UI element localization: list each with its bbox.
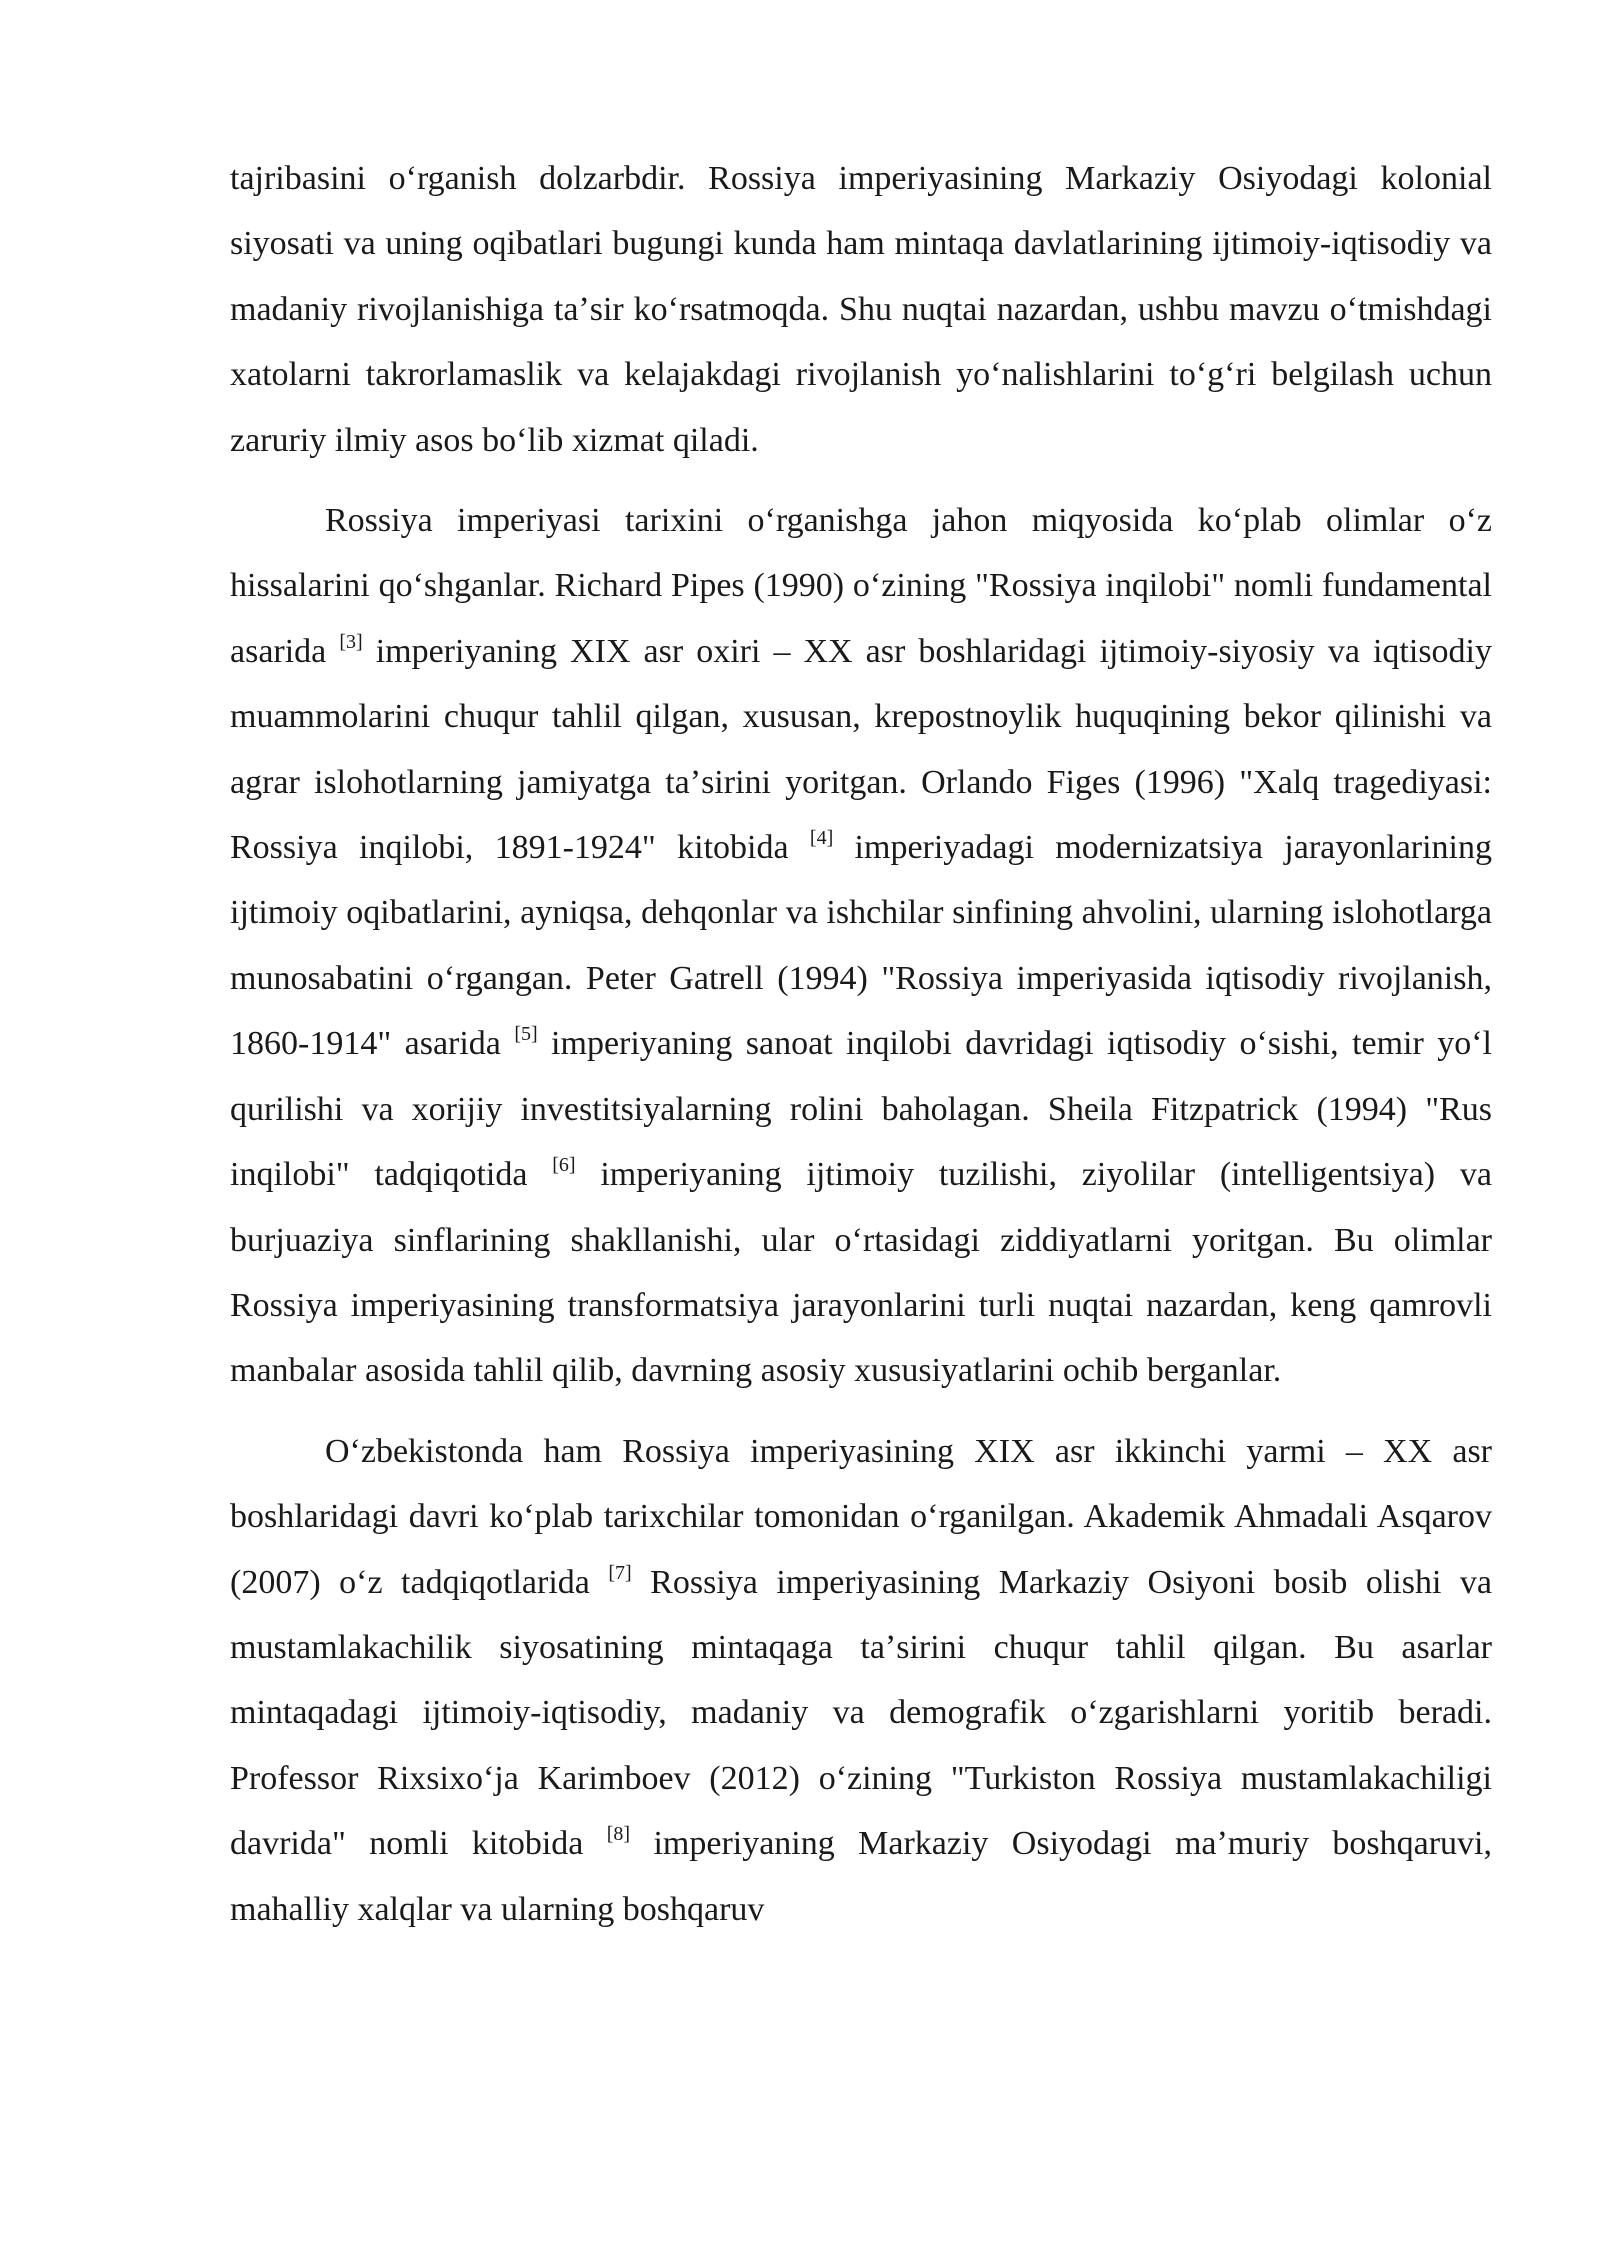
document-body [230,146,1492,1942]
paragraph-text: imperiyadagi modernizatsiya jarayonlarining ijtimoiy oqibatlarini, ayniqsa, dehqonlar va ishchilar sinfining ahvolini, ularning islohotlarga munosabatini oʻrgangan. Peter Gatrell (1994) "Rossiya imperiyasida iqtisodiy rivojlanish, 1860-1914" asarida [230,829,1492,1063]
paragraph [230,146,1492,473]
citation-reference: [6] [552,1154,576,1177]
paragraph [230,488,1492,1404]
paragraph-text: Rossiya imperiyasining Markaziy Osiyoni bosib olishi va mustamlakachilik siyosatining mintaqaga taʼsirini chuqur tahlil qilgan. Bu asarlar mintaqadagi ijtimoiy-iqtisodiy, madaniy va demografik oʻzgarishlarni yoritib beradi. Professor Rixsixoʻja Karimboev (2012) oʻzining "Turkiston Rossiya mustamlakachiligi davrida" nomli kitobida [230,1563,1492,1863]
paragraph-text: tajribasini oʻrganish dolzarbdir. Rossiya imperiyasining Markaziy Osiyodagi kolonial siyosati va uning oqibatlari bugungi kunda ham mintaqa davlatlarining ijtimoiy-iqtisodiy va madaniy rivojlanishiga taʼsir koʻrsatmoqda. Shu nuqtai nazardan, ushbu mavzu oʻtmishdagi xatolarni takrorlamaslik va kelajakdagi rivojlanish yoʻnalishlarini toʻgʻri belgilash uchun zaruriy ilmiy asos boʻlib xizmat qiladi. [230,160,1492,459]
paragraph-text: Oʻzbekistonda ham Rossiya imperiyasining XIX asr ikkinchi yarmi – XX asr boshlaridagi davri koʻplab tarixchilar tomonidan oʻrganilgan. Akademik Ahmadali Asqarov (2007) oʻz tadqiqotlarida [230,1432,1492,1601]
citation-reference: [7] [608,1561,632,1584]
paragraph-text: Rossiya imperiyasi tarixini oʻrganishga jahon miqyosida koʻplab olimlar oʻz hissalarini qoʻshganlar. Richard Pipes (1990) oʻzining "Rossiya inqilobi" nomli fundamental asarida [230,502,1492,670]
paragraph [230,1419,1492,1942]
paragraph-text: imperiyaning sanoat inqilobi davridagi iqtisodiy oʻsishi, temir yoʻl qurilishi va xorijiy investitsiyalarning rolini baholagan. Sheila Fitzpatrick (1994) "Rus inqilobi" tadqiqotida [230,1025,1492,1194]
paragraph-text: imperiyaning ijtimoiy tuzilishi, ziyolilar (intelligentsiya) va burjuaziya sinflarining shakllanishi, ular oʻrtasidagi ziddiyatlarni yoritgan. Bu olimlar Rossiya imperiyasining transformatsiya jarayonlarini turli nuqtai nazardan, keng qamrovli manbalar asosida tahlil qilib, davrning asosiy xususiyatlarini ochib berganlar. [230,1156,1492,1390]
paragraph-text: imperiyaning Markaziy Osiyodagi maʼmuriy boshqaruvi, mahalliy xalqlar va ularning boshqaruv [230,1825,1492,1928]
citation-reference: [8] [606,1823,631,1846]
citation-reference: [3] [339,630,363,653]
paragraph-text: imperiyaning XIX asr oxiri – XX asr boshlaridagi ijtimoiy-siyosiy va iqtisodiy muammolarini chuqur tahlil qilgan, xususan, krepostnoylik huquqining bekor qilinishi va agrar islohotlarning jamiyatga taʼsirini yoritgan. Orlando Figes (1996) "Xalq tragediyasi: Rossiya inqilobi, 1891-1924" kitobida [230,632,1492,867]
citation-reference: [4] [809,827,834,850]
citation-reference: [5] [514,1023,538,1046]
